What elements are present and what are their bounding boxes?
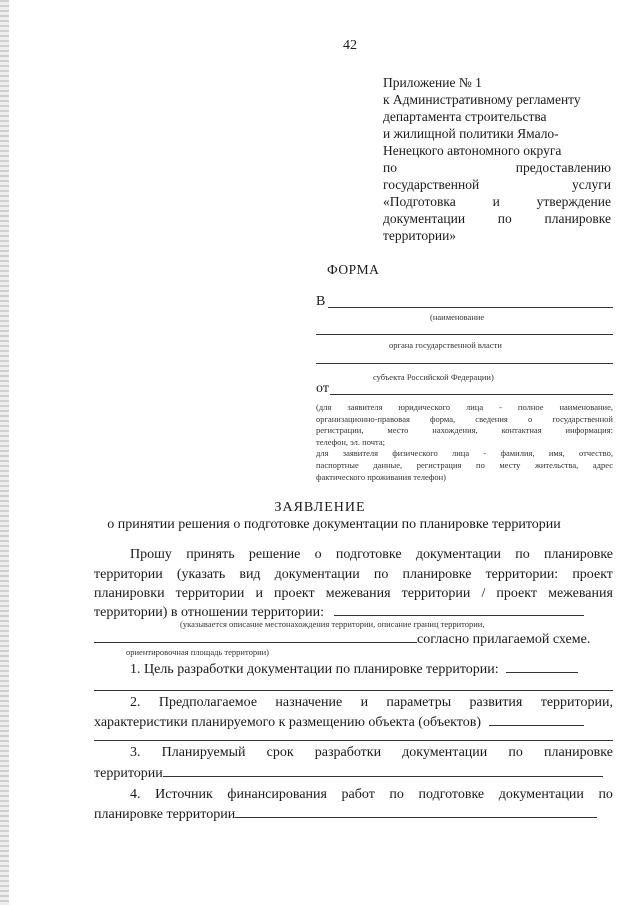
word: назначение: [275, 695, 343, 710]
word: форма,: [430, 413, 456, 424]
word: лица: [466, 402, 484, 412]
word: государственной: [552, 413, 613, 424]
word: организационно-правовая: [316, 413, 410, 424]
word: -: [483, 448, 487, 459]
appendix-line: Приложение № 1: [383, 75, 482, 90]
word: о: [527, 413, 533, 424]
word: место: [387, 425, 409, 436]
word: документации: [383, 211, 466, 226]
body-line: [94, 585, 613, 603]
word: по: [497, 211, 512, 226]
word: о: [314, 547, 322, 562]
parameters-field[interactable]: [489, 713, 584, 726]
word: срок: [266, 745, 294, 760]
form-label: ФОРМА: [327, 262, 380, 277]
word: по: [383, 160, 397, 175]
appendix-line: территории»: [383, 228, 457, 243]
word: предоставлению: [515, 160, 611, 175]
word: Прошу: [130, 547, 172, 562]
note-line: [316, 425, 613, 437]
body-line: [94, 546, 613, 564]
word: имя,: [548, 448, 565, 459]
area-caption: ориентировочная площадь территории): [126, 647, 270, 657]
term-field[interactable]: [163, 764, 603, 777]
note-line: фактического проживания телефон): [316, 471, 446, 482]
word: /: [481, 586, 486, 601]
word: межевания: [548, 586, 613, 601]
word: информация:: [565, 425, 613, 436]
appendix-line: Ненецкого автономного округа: [383, 143, 562, 158]
word: территории: [94, 567, 163, 582]
appendix-header: [383, 74, 611, 244]
body-line: [94, 764, 613, 783]
word: планировке: [544, 547, 613, 562]
addressee-line-2[interactable]: [316, 334, 613, 335]
applicant-field[interactable]: [330, 394, 613, 395]
word: по: [476, 459, 485, 470]
word: проект: [274, 586, 315, 601]
parameters-field-2[interactable]: [94, 740, 613, 741]
word: и: [360, 695, 369, 710]
word: «Подготовка: [383, 194, 456, 209]
word: планировке: [543, 745, 613, 760]
word: физического: [392, 448, 438, 459]
word: 4.: [130, 787, 141, 802]
word: 2.: [130, 695, 141, 710]
territory-field[interactable]: [334, 603, 584, 616]
word: вид: [239, 567, 261, 582]
purpose-field-2[interactable]: [94, 690, 613, 691]
word: фамилия,: [500, 448, 535, 459]
word: заявителя: [347, 402, 383, 412]
body-text: территории: [94, 766, 163, 781]
word: для: [316, 448, 329, 459]
from-prefix: от: [316, 381, 329, 396]
word: по: [389, 787, 404, 802]
word: данные,: [373, 459, 403, 470]
body-line: [94, 694, 613, 712]
word: жительства,: [534, 459, 579, 470]
word: и: [492, 194, 500, 209]
page-number: 42: [343, 38, 357, 53]
body-text: характеристики планируемого к размещению объекта (объектов): [94, 715, 481, 730]
word: по: [515, 547, 530, 562]
word: по: [373, 567, 389, 582]
to-prefix: В: [316, 294, 326, 309]
word: лица: [452, 448, 470, 459]
note-line: [316, 414, 613, 426]
body-text: согласно прилагаемой схеме.: [417, 632, 591, 647]
purpose-field[interactable]: [506, 660, 578, 673]
word: принять: [186, 547, 235, 562]
word: документации: [274, 567, 360, 582]
body-line: [94, 713, 613, 732]
scan-edge: [0, 0, 9, 905]
word: подготовке: [335, 547, 402, 562]
word: заявителя: [342, 448, 378, 459]
addressee-name-field[interactable]: [328, 307, 613, 308]
word: документации: [415, 547, 501, 562]
word: государственной: [383, 177, 480, 192]
body-line: [94, 744, 613, 762]
appendix-justified-line: [383, 210, 611, 227]
addressee-line-3[interactable]: [316, 363, 613, 364]
applicant-notes: [316, 402, 613, 483]
word: территории:: [485, 567, 559, 582]
body-text: территории) в отношении территории:: [94, 605, 325, 620]
appendix-justified-line: [383, 159, 611, 176]
word: регистрация: [416, 459, 462, 470]
word: территории: [175, 586, 245, 601]
territory-field-2[interactable]: [94, 630, 417, 643]
word: по: [508, 745, 523, 760]
word: финансирования: [227, 787, 327, 802]
word: месту: [499, 459, 521, 470]
body-line: [94, 805, 613, 824]
word: утверждение: [536, 194, 611, 209]
word: (для: [316, 402, 332, 412]
appendix-line: департамента строительства: [383, 109, 547, 124]
addressee-caption: органа государственной власти: [389, 340, 502, 350]
word: Планируемый: [161, 745, 246, 760]
word: проект: [572, 567, 613, 582]
word: Предполагаемое: [158, 695, 258, 710]
word: отчество,: [579, 448, 613, 459]
appendix-justified-line: [383, 193, 611, 210]
financing-field[interactable]: [235, 805, 597, 818]
note-line: [316, 402, 613, 414]
word: территории,: [540, 695, 613, 710]
word: контактная: [501, 425, 542, 436]
word: разработки: [314, 745, 382, 760]
word: решение: [248, 547, 301, 562]
word: межевания: [325, 586, 391, 601]
body-text: 1. Цель разработки документации по планировке территории:: [130, 662, 499, 677]
word: сведения: [475, 413, 508, 424]
body-text: планировке территории: [94, 807, 236, 822]
note-line: [316, 460, 613, 472]
document-title: ЗАЯВЛЕНИЕ: [274, 500, 366, 515]
word: подготовке: [418, 787, 485, 802]
territory-caption: (указывается описание местонахождения территории, описание границ территории,: [180, 619, 485, 629]
body-line: [94, 566, 613, 584]
appendix-line: к Административному регламенту: [383, 92, 581, 107]
word: наименование,: [559, 402, 613, 412]
note-line: телефон, эл. почта;: [316, 436, 385, 447]
word: документации: [402, 745, 488, 760]
word: (указать: [176, 567, 226, 582]
word: нахождения,: [432, 425, 478, 436]
word: полное: [517, 402, 544, 412]
word: по: [598, 787, 613, 802]
word: и: [255, 586, 263, 601]
document-subtitle: о принятии решения о подготовке документации по планировке территории: [107, 517, 561, 532]
word: территории: [401, 586, 471, 601]
word: планировке: [402, 567, 472, 582]
note-line: [316, 448, 613, 460]
word: регистрации,: [316, 425, 364, 436]
word: планировки: [94, 586, 165, 601]
word: работ: [341, 787, 375, 802]
addressee-caption: (наименование: [430, 312, 485, 322]
word: 3.: [130, 745, 141, 760]
word: адрес: [592, 459, 613, 470]
appendix-justified-line: [383, 176, 611, 193]
word: паспортные: [316, 459, 359, 470]
word: развития: [469, 695, 523, 710]
item-1: [94, 660, 613, 679]
word: юридического: [398, 402, 451, 412]
word: услуги: [572, 177, 611, 192]
word: -: [499, 402, 502, 412]
word: планировке: [544, 211, 611, 226]
addressee-caption: субъекта Российской Федерации): [373, 372, 494, 382]
word: документации: [498, 787, 584, 802]
appendix-line: и жилищной политики Ямало-: [383, 126, 559, 141]
word: параметры: [386, 695, 452, 710]
word: Источник: [155, 787, 213, 802]
word: проект: [496, 586, 538, 601]
body-line: [94, 786, 613, 804]
